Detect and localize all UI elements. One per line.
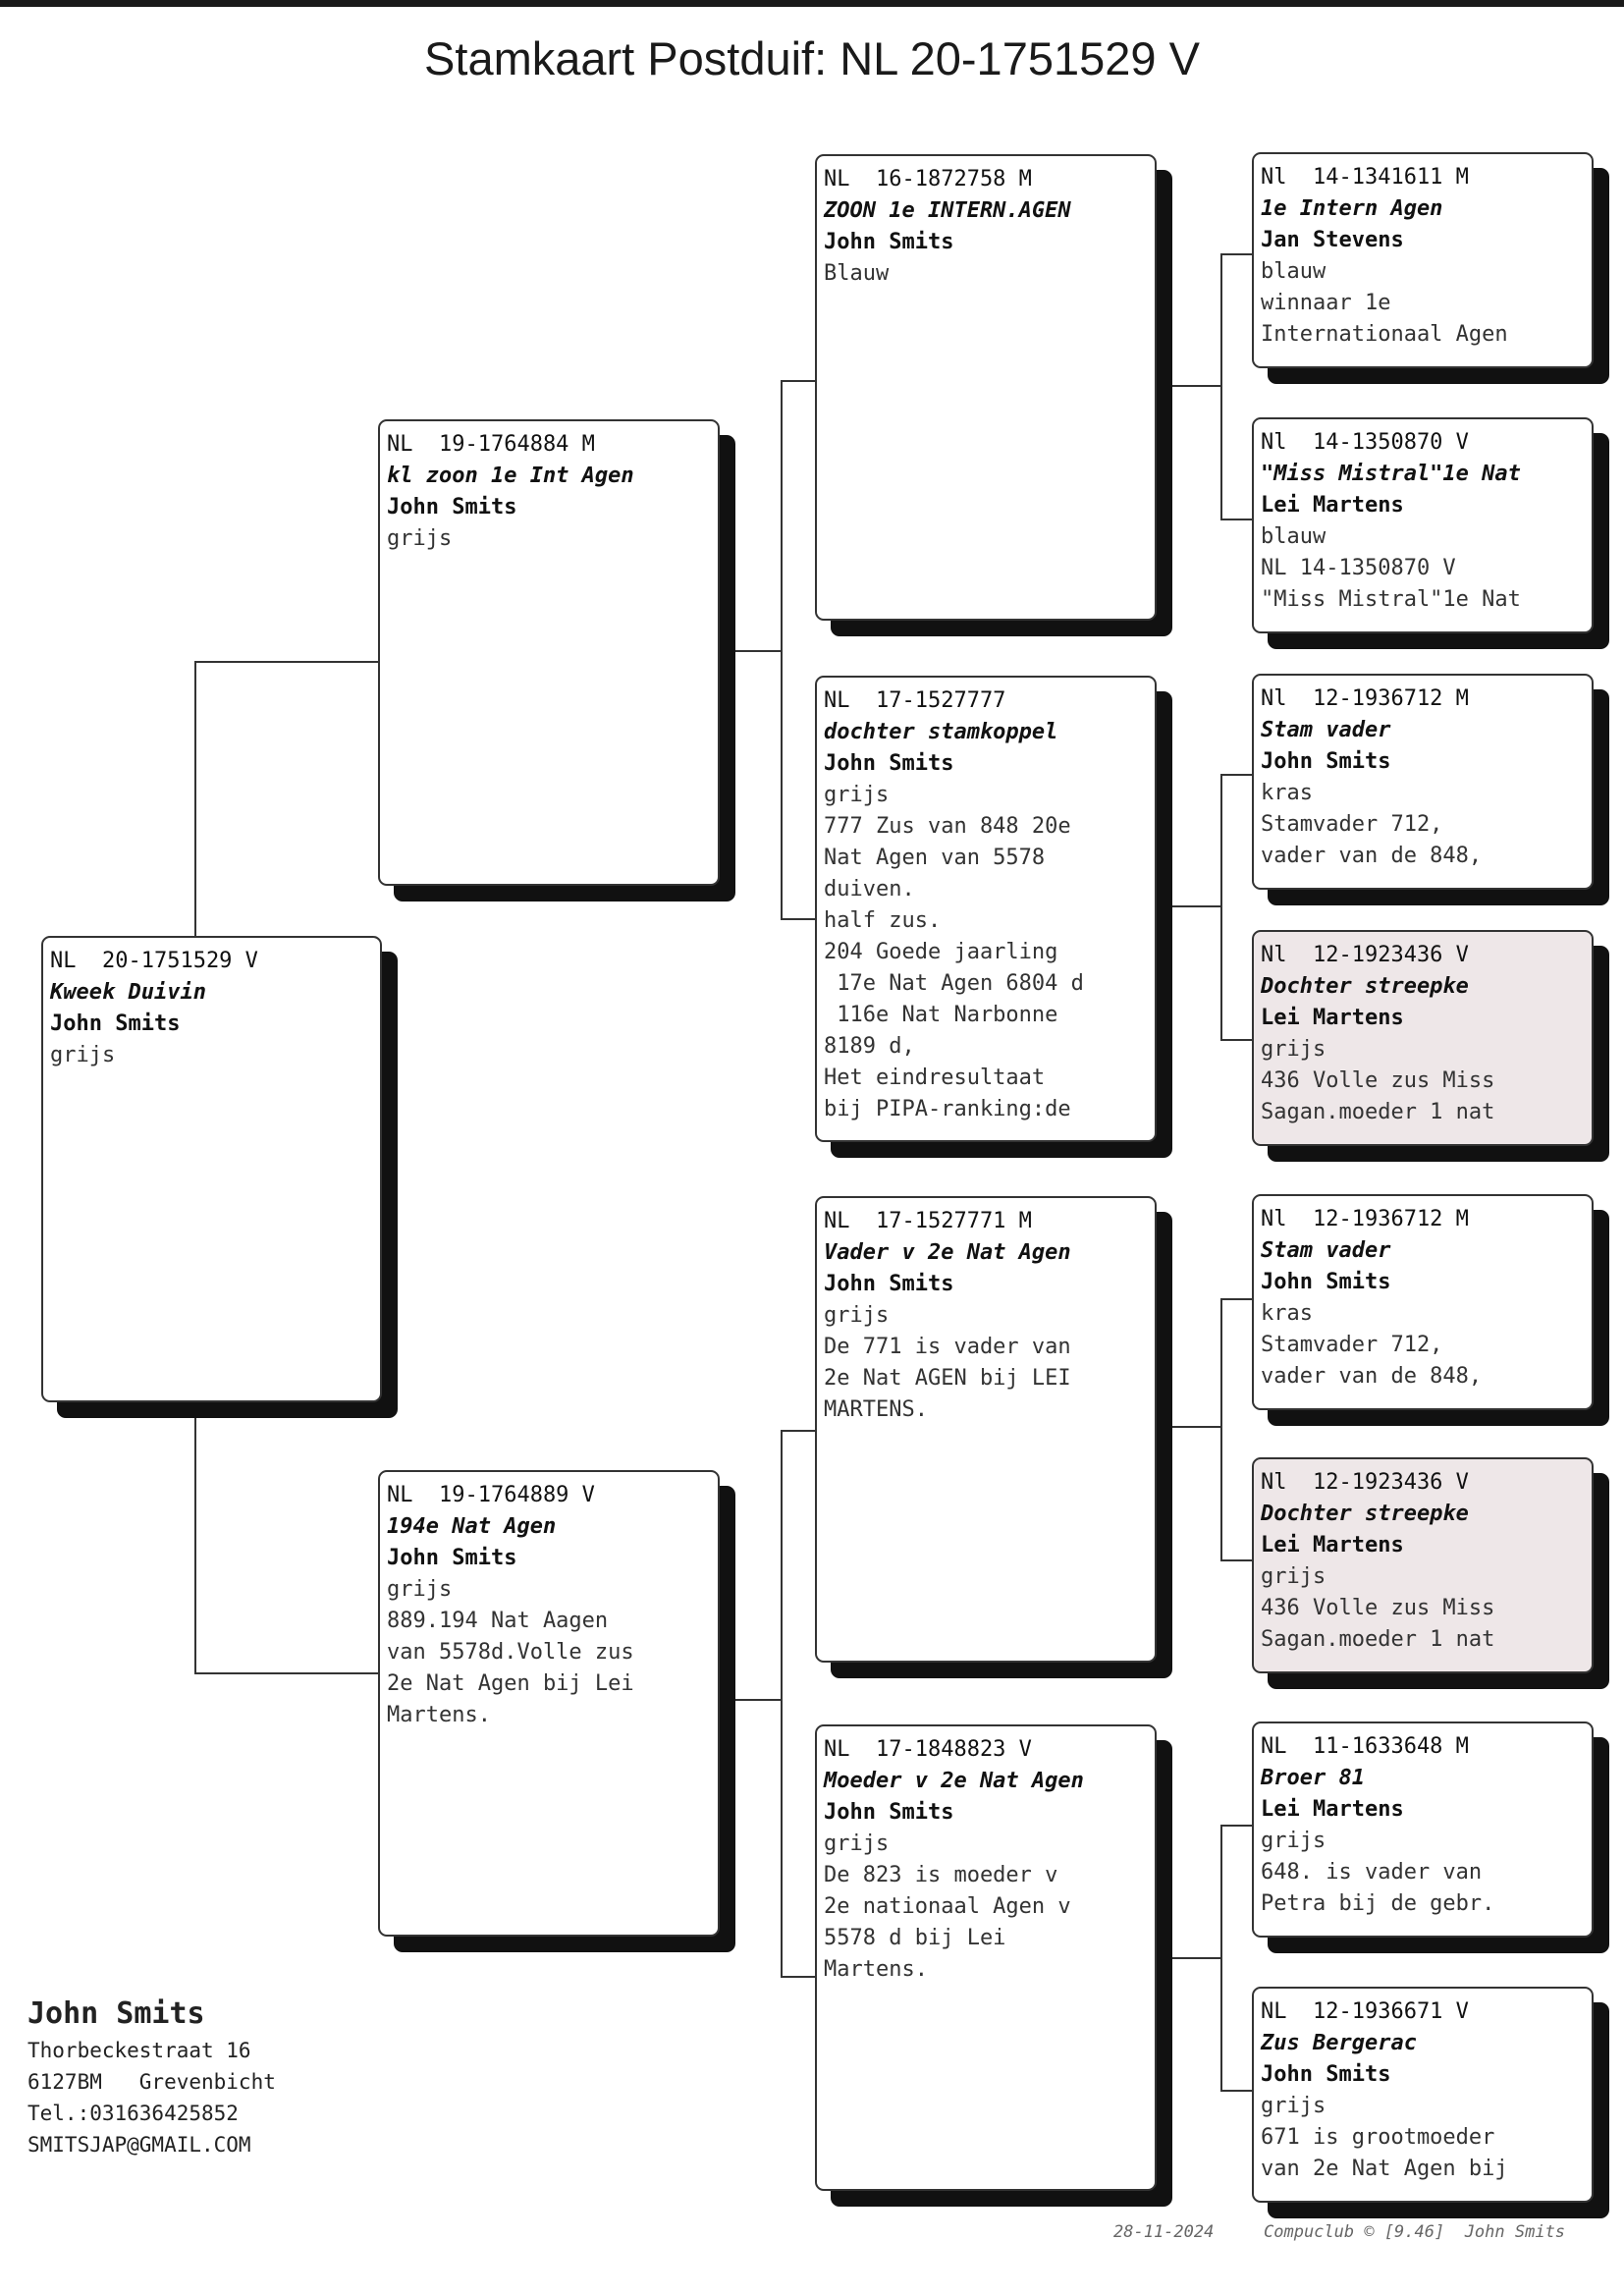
info-line: grijs [387,526,453,551]
info-line: 436 Volle zus Miss [1261,1068,1495,1093]
info-line: Sagan.moeder 1 nat [1261,1100,1495,1124]
ring-number: NL 12-1936671 V [1261,1999,1469,2024]
pigeon-card-mff[interactable] [1252,1194,1594,1410]
owner-street: Thorbeckestraat 16 [27,2039,251,2062]
info-line: 2e nationaal Agen v [824,1894,1071,1919]
pigeon-card-mmf[interactable] [1252,1721,1594,1938]
info-line: grijs [387,1577,453,1602]
footer-software: Compuclub © [9.46] John Smits [1264,2222,1566,2242]
pigeon-name: "Miss Mistral"1e Nat [1261,462,1521,486]
pigeon-card-father[interactable] [378,419,720,886]
pigeon-name: Zus Bergerac [1261,2031,1417,2055]
info-line: Stamvader 712, [1261,1333,1443,1357]
ring-number: NL 19-1764889 V [387,1483,595,1507]
breeder-name: Lei Martens [1261,1006,1404,1030]
breeder-name: John Smits [1261,2062,1391,2087]
info-line: blauw [1261,259,1326,284]
pigeon-card-mm[interactable] [815,1724,1157,2191]
pigeon-name: Moeder v 2e Nat Agen [824,1769,1084,1793]
info-line: Sagan.moeder 1 nat [1261,1627,1495,1652]
info-line: Het eindresultaat [824,1066,1046,1090]
info-line: grijs [824,783,890,807]
owner-block [27,1994,276,2160]
info-line: 116e Nat Narbonne [824,1003,1058,1027]
info-line: Petra bij de gebr. [1261,1891,1495,1916]
info-line: De 771 is vader van [824,1335,1071,1359]
info-line: "Miss Mistral"1e Nat [1261,587,1521,612]
pigeon-name: Broer 81 [1261,1766,1365,1790]
info-line: 436 Volle zus Miss [1261,1596,1495,1620]
ring-number: Nl 12-1923436 V [1261,1470,1469,1495]
breeder-name: John Smits [824,1272,954,1296]
info-line: 5578 d bij Lei [824,1926,1006,1950]
breeder-name: John Smits [1261,1270,1391,1294]
info-line: 17e Nat Agen 6804 d [824,971,1084,996]
pigeon-name: kl zoon 1e Int Agen [387,464,634,488]
pigeon-name: Vader v 2e Nat Agen [824,1240,1071,1265]
ring-number: NL 17-1527771 M [824,1209,1032,1233]
info-line: 889.194 Nat Aagen [387,1609,609,1633]
info-line: 648. is vader van [1261,1860,1483,1885]
info-line: Nat Agen van 5578 [824,846,1046,870]
info-line: 2e Nat Agen bij Lei [387,1671,634,1696]
pigeon-name: Kweek Duivin [50,980,206,1005]
info-line: Martens. [824,1957,928,1982]
info-line: grijs [824,1303,890,1328]
info-line: 204 Goede jaarling [824,940,1058,964]
info-line: NL 14-1350870 V [1261,556,1456,580]
info-line: grijs [1261,1564,1326,1589]
pigeon-name: Stam vader [1261,718,1391,742]
breeder-name: Jan Stevens [1261,228,1404,252]
info-line: MARTENS. [824,1397,928,1422]
pigeon-name: Dochter streepke [1261,974,1469,999]
ring-number: NL 17-1527777 [824,688,1006,713]
pigeon-card-mfm[interactable] [1252,1457,1594,1673]
info-line: 2e Nat AGEN bij LEI [824,1366,1071,1391]
pigeon-card-fff[interactable] [1252,152,1594,368]
breeder-name: Lei Martens [1261,1533,1404,1557]
info-line: winnaar 1e [1261,291,1391,315]
ring-number: NL 11-1633648 M [1261,1734,1469,1759]
pigeon-card-mmm[interactable] [1252,1987,1594,2203]
info-line: 777 Zus van 848 20e [824,814,1071,839]
info-line: vader van de 848, [1261,844,1483,868]
info-line: 8189 d, [824,1034,915,1059]
pigeon-card-mother[interactable] [378,1470,720,1937]
info-line: van 5578d.Volle zus [387,1640,634,1665]
pigeon-name: Stam vader [1261,1238,1391,1263]
breeder-name: John Smits [824,751,954,776]
pigeon-name: ZOON 1e INTERN.AGEN [824,198,1071,223]
ring-number: Nl 14-1341611 M [1261,165,1469,190]
owner-phone: Tel.:031636425852 [27,2102,239,2125]
breeder-name: Lei Martens [1261,493,1404,518]
info-line: duiven. [824,877,915,902]
pigeon-card-fmf[interactable] [1252,674,1594,890]
pigeon-name: Dochter streepke [1261,1502,1469,1526]
breeder-name: John Smits [1261,749,1391,774]
info-line: Martens. [387,1703,491,1727]
info-line: Stamvader 712, [1261,812,1443,837]
pigeon-card-subject[interactable] [41,936,382,1402]
owner-city: 6127BM Grevenbicht [27,2070,276,2094]
info-line: half zus. [824,908,942,933]
info-line: grijs [1261,2094,1326,2118]
info-line: kras [1261,1301,1313,1326]
pigeon-card-ffm[interactable] [1252,417,1594,633]
pigeon-card-ff[interactable] [815,154,1157,621]
info-line: grijs [824,1831,890,1856]
breeder-name: John Smits [387,1546,517,1570]
breeder-name: John Smits [824,230,954,254]
ring-number: Nl 12-1923436 V [1261,943,1469,967]
pigeon-name: 1e Intern Agen [1261,196,1443,221]
pigeon-name: 194e Nat Agen [387,1514,557,1539]
info-line: van 2e Nat Agen bij [1261,2157,1508,2181]
top-border [0,0,1624,7]
info-line: Blauw [824,261,890,286]
info-line: kras [1261,781,1313,805]
pigeon-card-mf[interactable] [815,1196,1157,1663]
footer-date: 28-11-2024 [1113,2222,1215,2242]
ring-number: Nl 12-1936712 M [1261,686,1469,711]
info-line: vader van de 848, [1261,1364,1483,1389]
info-line: blauw [1261,524,1326,549]
info-line: De 823 is moeder v [824,1863,1058,1887]
pigeon-card-fm[interactable] [815,676,1157,1142]
pigeon-name: dochter stamkoppel [824,720,1058,744]
ring-number: NL 20-1751529 V [50,949,258,973]
pigeon-card-fmm[interactable] [1252,930,1594,1146]
ring-number: NL 19-1764884 M [387,432,595,457]
page-title: Stamkaart Postduif: NL 20-1751529 V [424,32,1200,84]
owner-name: John Smits [27,1996,205,2031]
owner-email: SMITSJAP@GMAIL.COM [27,2133,251,2157]
ring-number: NL 16-1872758 M [824,167,1032,191]
info-line: grijs [50,1043,116,1067]
info-line: Internationaal Agen [1261,322,1508,347]
info-line: 671 is grootmoeder [1261,2125,1495,2150]
breeder-name: John Smits [50,1011,181,1036]
info-line: grijs [1261,1037,1326,1062]
breeder-name: John Smits [387,495,517,519]
breeder-name: Lei Martens [1261,1797,1404,1822]
info-line: bij PIPA-ranking:de [824,1097,1071,1121]
ring-number: NL 17-1848823 V [824,1737,1032,1762]
ring-number: Nl 14-1350870 V [1261,430,1469,455]
info-line: grijs [1261,1829,1326,1853]
ring-number: Nl 12-1936712 M [1261,1207,1469,1231]
breeder-name: John Smits [824,1800,954,1825]
